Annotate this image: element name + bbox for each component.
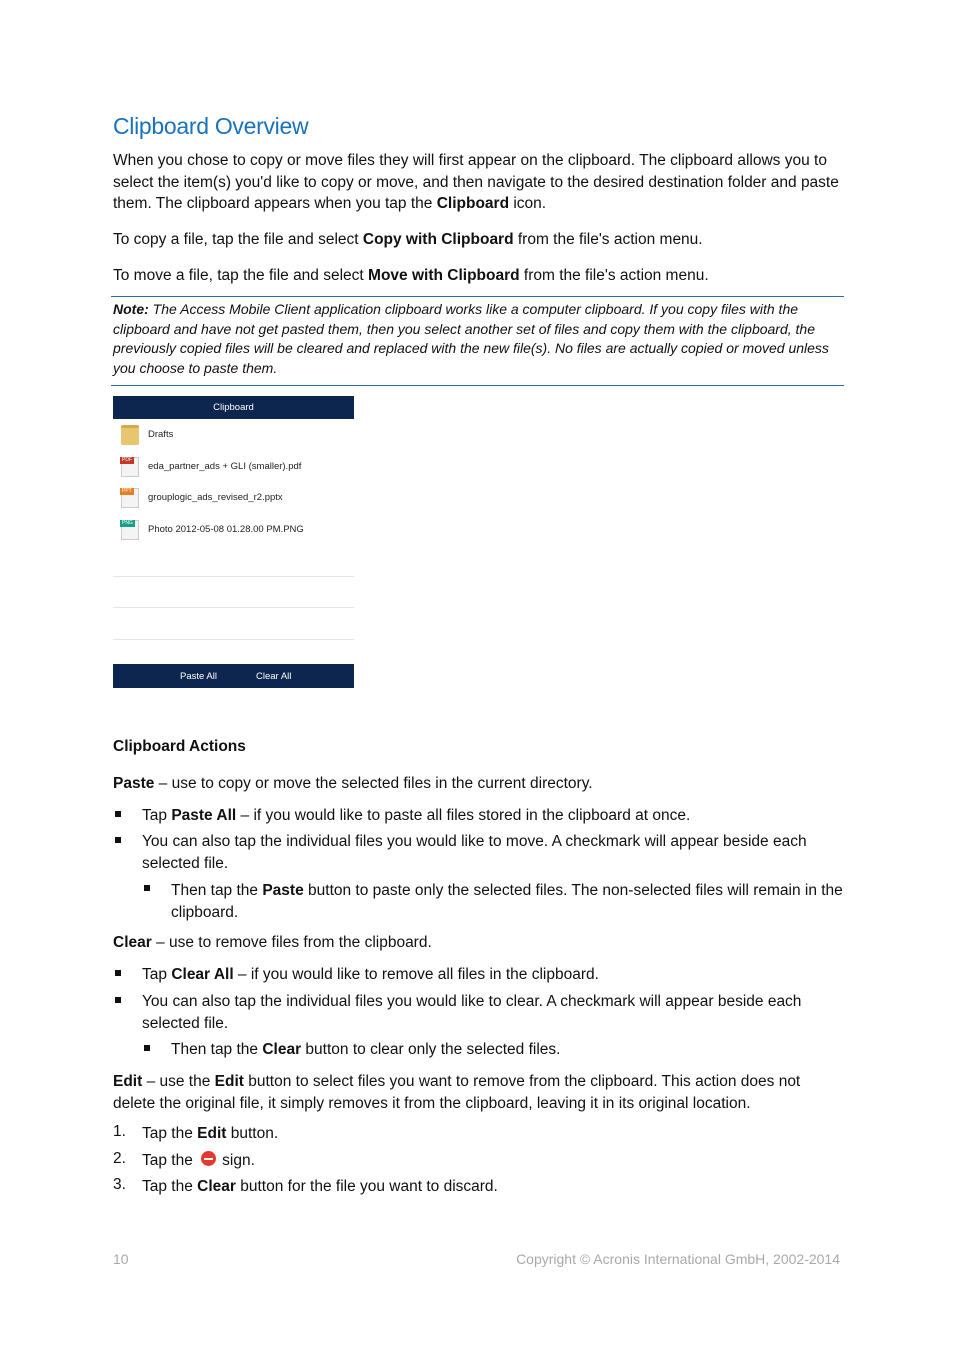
step-number: 1. xyxy=(113,1123,126,1140)
list-item: You can also tap the individual files you would like to move. A checkmark will appear beside each selected file. xyxy=(142,833,807,872)
page-title: Clipboard Overview xyxy=(113,113,309,139)
section-heading: Clipboard Actions xyxy=(113,738,246,755)
divider xyxy=(113,576,354,577)
bullet-icon xyxy=(115,997,121,1003)
clipboard-item[interactable]: PDF eda_partner_ads + GLI (smaller).pdf xyxy=(113,451,354,483)
clear-all-button[interactable]: Clear All xyxy=(256,671,292,682)
page-number: 10 xyxy=(113,1251,129,1267)
intro-paragraph-1: When you chose to copy or move files they will first appear on the clipboard. The clipboard allows you to select the item(s) you'd like to copy or move, and then navigate to the desired destination folder and paste them. The clipboard appears when you tap the Clipboard icon. xyxy=(113,152,839,212)
list-item: Tap Clear All – if you would like to remove all files in the clipboard. xyxy=(142,966,599,983)
edit-paragraph: Edit – use the Edit button to select files you want to remove from the clipboard. This action does not delete the original file, it simply removes it from the clipboard, leaving it in its original location. xyxy=(113,1073,801,1112)
step-number: 3. xyxy=(113,1176,126,1193)
png-icon: PNG xyxy=(121,520,139,540)
clipboard-item[interactable]: Drafts xyxy=(113,419,354,451)
intro-paragraph-2: To copy a file, tap the file and select Copy with Clipboard from the file's action menu. xyxy=(113,231,703,248)
list-item: You can also tap the individual files you would like to clear. A checkmark will appear beside each selected file. xyxy=(142,993,802,1032)
clipboard-item[interactable]: PNG Photo 2012-05-08 01.28.00 PM.PNG xyxy=(113,514,354,546)
list-item: Then tap the Paste button to paste only the selected files. The non-selected files will remain in the clipboard. xyxy=(171,882,843,921)
clipboard-item[interactable]: PPT grouplogic_ads_revised_r2.pptx xyxy=(113,482,354,514)
clipboard-footer xyxy=(113,664,354,688)
pptx-icon: PPT xyxy=(121,488,139,508)
intro-paragraph-3: To move a file, tap the file and select Move with Clipboard from the file's action menu. xyxy=(113,267,709,284)
divider xyxy=(113,607,354,608)
minus-sign-icon xyxy=(201,1151,216,1166)
bullet-icon xyxy=(115,970,121,976)
note-box: Note: The Access Mobile Client application clipboard works like a computer clipboard. If you copy files with the clipboard and have not get pasted them, then you select another set of files and copy them with the clipboard, the previously copied files will be cleared and replaced with the new file(s). No files are actually copied or moved unless you choose to paste them. xyxy=(111,296,844,386)
pdf-icon: PDF xyxy=(121,457,139,477)
copyright-text: Copyright © Acronis International GmbH, 2002-2014 xyxy=(516,1251,840,1267)
step-item: Tap the Clear button for the file you want to discard. xyxy=(142,1178,498,1195)
step-number: 2. xyxy=(113,1150,126,1167)
bullet-icon xyxy=(144,1045,150,1051)
clipboard-header: Clipboard xyxy=(113,396,354,419)
list-item: Then tap the Clear button to clear only the selected files. xyxy=(171,1041,561,1058)
paste-paragraph: Paste – use to copy or move the selected files in the current directory. xyxy=(113,775,593,792)
folder-icon xyxy=(121,425,139,445)
list-item: Tap Paste All – if you would like to paste all files stored in the clipboard at once. xyxy=(142,807,691,824)
paste-all-button[interactable]: Paste All xyxy=(180,671,217,682)
bullet-icon xyxy=(115,837,121,843)
bullet-icon xyxy=(144,885,150,891)
step-item: Tap the sign. xyxy=(142,1152,255,1169)
clipboard-screenshot xyxy=(113,396,354,688)
divider xyxy=(113,639,354,640)
step-item: Tap the Edit button. xyxy=(142,1125,279,1142)
clear-paragraph: Clear – use to remove files from the clipboard. xyxy=(113,934,432,951)
bullet-icon xyxy=(115,811,121,817)
